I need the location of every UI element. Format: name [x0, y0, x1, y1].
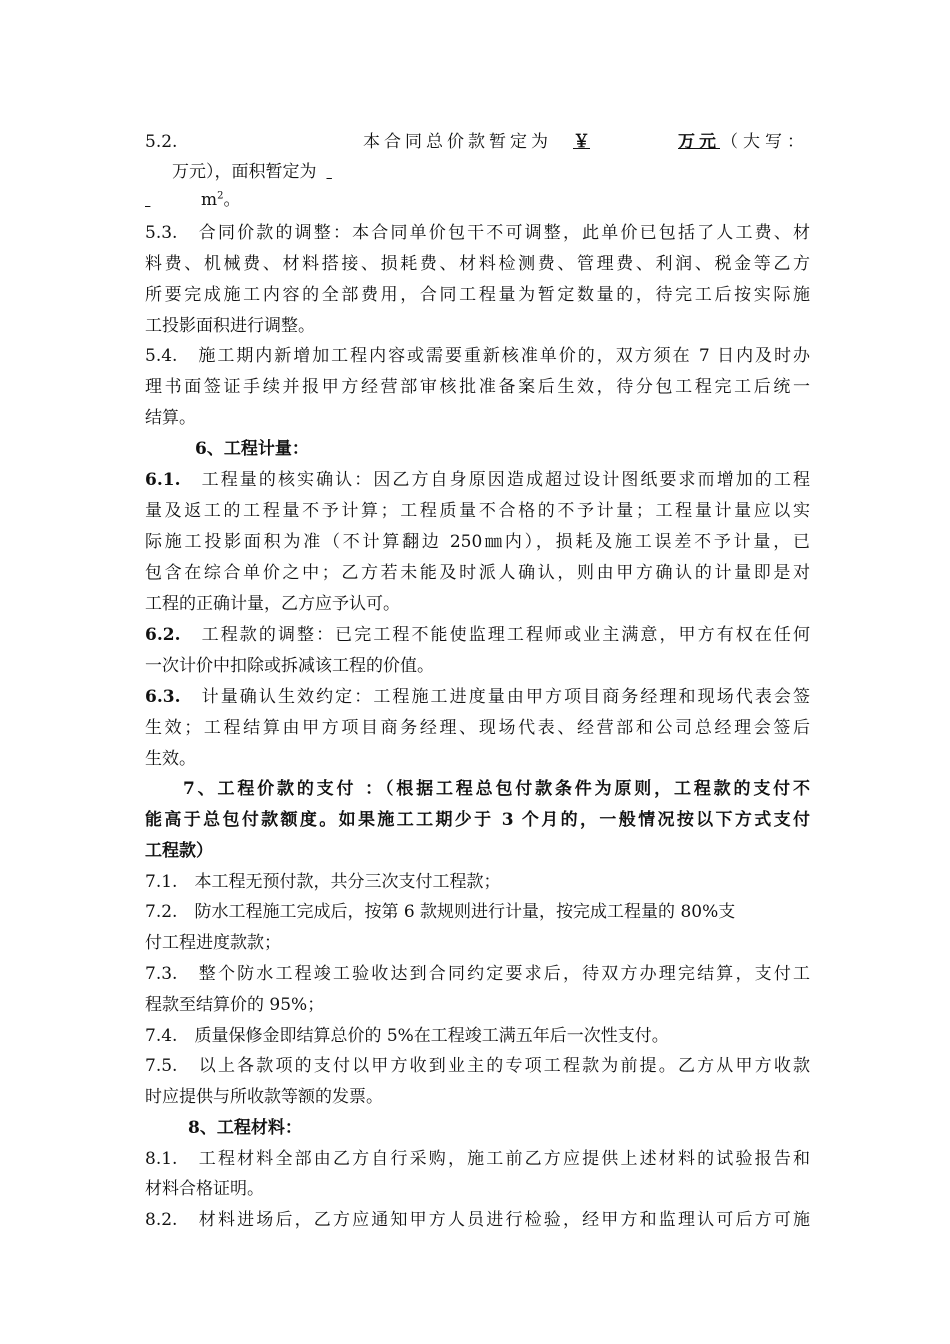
clause-6-1-line: 6.1. 工程量的核实确认：因乙方自身原因造成超过设计图纸要求而增加的工程 — [145, 470, 810, 490]
clause-7-3-line: 7.3. 整个防水工程竣工验收达到合同约定要求后，待双方办理完结算，支付工 — [145, 964, 810, 984]
section-8-heading: 8、工程材料： — [188, 1118, 302, 1138]
clause-7-5-line: 时应提供与所收款等额的发票。 — [145, 1087, 383, 1107]
clause-7-3-line: 程款至结算价的 95%； — [145, 995, 325, 1015]
clause-5-2-line-2 — [172, 158, 837, 186]
clause-8-1-line: 8.1. 工程材料全部由乙方自行采购，施工前乙方应提供上述材料的试验报告和 — [145, 1149, 810, 1169]
clause-5-3-line: 5.3. 合同价款的调整：本合同单价包干不可调整，此单价已包括了人工费、材 — [145, 223, 810, 243]
clause-7-2-line: 7.2. 防水工程施工完成后，按第 6 款规则进行计量，按完成工程量的 80%支 — [145, 902, 736, 922]
area-blank — [327, 158, 365, 186]
clause-number: 5.2. — [145, 132, 178, 152]
clause-6-1-line: 工程的正确计量，乙方应予认可。 — [145, 594, 400, 614]
clause-6-1-line: 包含在综合单价之中；乙方若未能及时派人确认，则由甲方确认的计量即是对 — [145, 563, 810, 583]
clause-6-2-line: 6.2. 工程款的调整：已完工程不能使监理工程师或业主满意，甲方有权在任何 — [145, 625, 810, 645]
price-label: 本合同总价款暂定为 — [363, 132, 552, 152]
clause-8-2-line: 8.2. 材料进场后，乙方应通知甲方人员进行检验，经甲方和监理认可后方可施 — [145, 1210, 810, 1230]
clause-5-4-line: 结算。 — [145, 408, 196, 428]
section-7-heading: 7、工程价款的支付 ：（根据工程总包付款条件为原则，工程款的支付不 — [183, 779, 810, 799]
clause-5-3-line: 所要完成施工内容的全部费用，合同工程量为暂定数量的，待完工后按实际施 — [145, 285, 810, 305]
section-6-heading: 6、工程计量： — [195, 439, 309, 459]
clause-5-3-line: 料费、机械费、材料搭接、损耗费、材料检测费、管理费、利润、税金等乙方 — [145, 254, 810, 274]
clause-6-3-line: 生效；工程结算由甲方项目商务经理、现场代表、经营部和公司总经理会签后 — [145, 718, 810, 738]
clause-5-4-line: 理书面签证手续并报甲方经营部审核批准备案后生效，待分包工程完工后统一 — [145, 377, 810, 397]
clause-5-2-line-1 — [145, 128, 810, 156]
clause-5-3-line: 工投影面积进行调整。 — [145, 316, 315, 336]
price-blank: ￥ 万元 — [573, 132, 720, 152]
clause-7-2-line: 付工程进度款款； — [145, 933, 281, 953]
clause-6-1-line: 量及返工的工程量不予计算；工程质量不合格的不予计量；工程量计量应以实 — [145, 501, 810, 521]
clause-6-2-line: 一次计价中扣除或拆减该工程的价值。 — [145, 656, 434, 676]
clause-5-2-line-3: $m^2$。 — [145, 186, 810, 214]
clause-6-3-line: 6.3. 计量确认生效约定：工程施工进度量由甲方项目商务经理和现场代表会签 — [145, 687, 810, 707]
clause-5-4-line: 5.4. 施工期内新增加工程内容或需要重新核准单价的，双方须在 7 日内及时办 — [145, 346, 810, 366]
clause-6-3-line: 生效。 — [145, 749, 196, 769]
clause-6-1-line: 际施工投影面积为准（不计算翻边 250㎜内），损耗及施工误差不予计量，已 — [145, 532, 810, 552]
clause-7-5-line: 7.5. 以上各款项的支付以甲方收到业主的专项工程款为前提。乙方从甲方收款 — [145, 1056, 810, 1076]
capital-label: （大写： — [721, 132, 809, 152]
clause-7-1: 7.1. 本工程无预付款，共分三次支付工程款； — [145, 872, 501, 892]
area-blank-2 — [145, 186, 201, 214]
area-label: 万元），面积暂定为 — [172, 162, 317, 182]
clause-7-4: 7.4. 质量保修金即结算总价的 5%在工程竣工满五年后一次性支付。 — [145, 1026, 669, 1046]
clause-8-1-line: 材料合格证明。 — [145, 1179, 264, 1199]
section-7-heading: 工程款） — [145, 841, 213, 861]
section-7-heading: 能高于总包付款额度。如果施工工期少于 3 个月的，一般情况按以下方式支付 — [145, 810, 810, 830]
